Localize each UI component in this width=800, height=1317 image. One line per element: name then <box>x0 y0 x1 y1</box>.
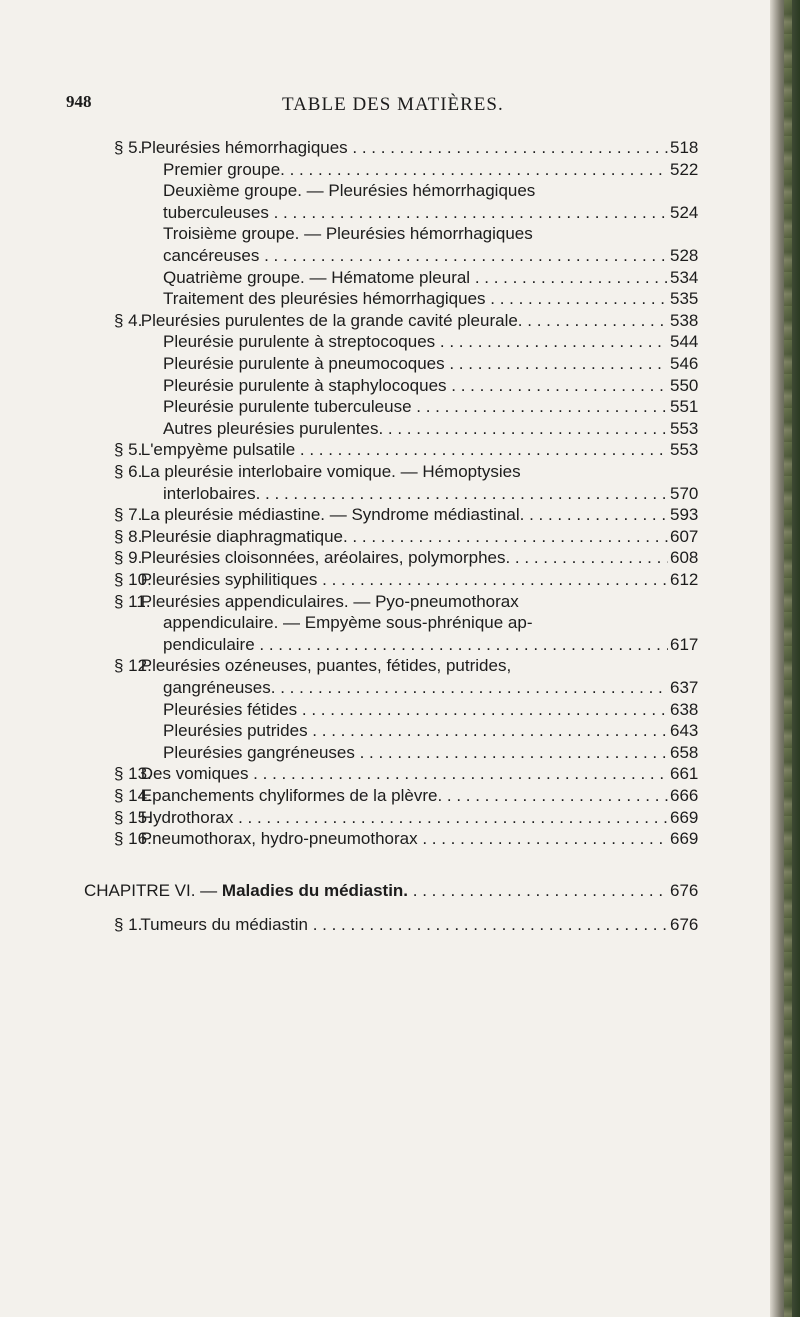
entry-page-number: 661 <box>668 764 714 784</box>
section-number: § 4. <box>114 310 143 330</box>
toc-sub-entry <box>163 397 668 417</box>
toc-sub-entry <box>163 224 668 244</box>
section-number: § 7. <box>114 505 143 525</box>
entry-page-number: 522 <box>668 160 714 180</box>
entry-text: pendiculaire <box>163 634 255 654</box>
chapter-label: CHAPITRE VI. — <box>84 880 218 900</box>
chapter-heading <box>84 881 668 901</box>
toc-sub-entry <box>163 160 668 180</box>
entry-text: Quatrième groupe. — Hématome pleural <box>163 267 471 287</box>
entry-page-number: 666 <box>668 786 714 806</box>
entry-text: Pleurésies ozéneuses, puantes, fétides, putrides, <box>140 656 512 676</box>
entry-text: gangréneuses. <box>163 678 276 697</box>
toc-section-entry <box>114 548 668 568</box>
entry-text: Traitement des pleurésies hémorrhagiques <box>163 289 486 309</box>
toc-sub-entry <box>163 332 668 352</box>
entry-page-number: 612 <box>668 570 714 590</box>
toc-entry-continuation <box>163 203 668 223</box>
toc-section-entry <box>114 656 668 676</box>
entry-text: Des vomiques <box>140 764 249 784</box>
toc-sub-entry <box>163 721 668 741</box>
toc-entry-continuation <box>163 678 668 698</box>
toc-section-entry <box>114 311 668 331</box>
entry-page-number: 669 <box>668 829 714 849</box>
toc-section-entry <box>114 786 668 806</box>
toc-section-entry <box>114 764 668 784</box>
toc-section-entry <box>114 808 668 828</box>
section-number: § 10. <box>114 570 152 589</box>
toc-entry-continuation <box>163 484 668 504</box>
toc-entry-continuation <box>163 613 668 633</box>
entry-page-number: 544 <box>668 332 714 352</box>
running-head: TABLE DES MATIÈRES. <box>282 94 504 115</box>
entry-text: Pleurésies gangréneuses <box>163 742 355 762</box>
section-number: § 13. <box>114 764 152 784</box>
section-number: § 5. <box>114 440 143 460</box>
entry-text: Pleurésies hémorrhagiques <box>140 138 348 157</box>
entry-page-number: 570 <box>668 484 714 504</box>
entry-page-number: 676 <box>668 881 714 901</box>
entry-text: Tumeurs du médiastin <box>140 914 308 934</box>
entry-text: cancéreuses <box>163 246 260 265</box>
page-edge-shadow <box>770 0 800 1317</box>
entry-page-number: 524 <box>668 203 714 223</box>
entry-page-number: 528 <box>668 246 714 266</box>
entry-page-number: 535 <box>668 289 714 309</box>
entry-text: Epanchements chyliformes de la plèvre. <box>140 786 443 805</box>
page-number: 948 <box>66 92 92 111</box>
entry-page-number: 546 <box>668 354 714 374</box>
entry-page-number: 553 <box>668 419 714 439</box>
toc-entry-continuation <box>163 635 668 655</box>
toc-sub-entry <box>163 376 668 396</box>
entry-page-number: 608 <box>668 548 714 568</box>
entry-text: Pleurésie diaphragmatique. <box>140 526 348 546</box>
entry-page-number: 637 <box>668 678 714 698</box>
entry-page-number: 676 <box>668 915 714 935</box>
entry-text: Pneumothorax, hydro-pneumothorax <box>140 829 418 849</box>
entry-text: Pleurésies putrides <box>163 721 308 741</box>
entry-text: Pleurésie purulente à pneumocoques <box>163 354 445 373</box>
entry-text: interlobaires. <box>163 483 261 503</box>
entry-text: Hydrothorax <box>140 807 234 827</box>
toc-sub-entry <box>163 289 668 309</box>
section-number: § 11. <box>114 591 151 611</box>
entry-page-number: 658 <box>668 743 714 763</box>
toc-section-entry <box>114 505 668 525</box>
chapter-title: Maladies du médiastin. <box>221 880 409 900</box>
entry-text: La pleurésie médiastine. — Syndrome médiastinal. <box>140 505 525 525</box>
entry-page-number: 593 <box>668 505 714 525</box>
entry-text: Autres pleurésies purulentes. <box>163 418 384 438</box>
entry-text: Pleurésies fétides <box>163 699 298 719</box>
entry-page-number: 550 <box>668 376 714 396</box>
entry-text: Troisième groupe. — Pleurésies hémorrhagiques <box>163 224 533 244</box>
entry-page-number: 538 <box>668 311 714 331</box>
toc-section-entry <box>114 138 668 158</box>
page-edge-binding <box>784 0 792 1317</box>
entry-text: Pleurésies cloisonnées, aréolaires, polymorphes. <box>140 548 511 568</box>
toc-sub-entry <box>163 700 668 720</box>
entry-text: Pleurésie purulente tuberculeuse <box>163 397 412 417</box>
toc-section-entry <box>114 527 668 547</box>
toc-sub-entry <box>163 743 668 763</box>
entry-page-number: 669 <box>668 808 714 828</box>
section-number: § 1. <box>114 914 143 934</box>
entry-text: appendiculaire. — Empyème sous-phrénique ap- <box>163 613 533 633</box>
entry-page-number: 534 <box>668 268 714 288</box>
entry-page-number: 553 <box>668 440 714 460</box>
section-number: § 5. <box>114 138 143 157</box>
section-number: § 8. <box>114 526 143 546</box>
toc-entry-continuation <box>163 246 668 266</box>
entry-page-number: 607 <box>668 527 714 547</box>
toc-sub-entry <box>163 354 668 374</box>
toc-section-entry <box>114 462 668 482</box>
entry-text: Pleurésies syphilitiques <box>140 570 318 589</box>
section-number: § 15. <box>114 807 152 827</box>
entry-text: Pleurésie purulente à staphylocoques <box>163 375 447 395</box>
toc-section-entry <box>114 829 668 849</box>
entry-text: L'empyème pulsatile <box>140 440 296 460</box>
section-number: § 14. <box>114 786 152 805</box>
entry-page-number: 643 <box>668 721 714 741</box>
toc-sub-entry <box>163 181 668 201</box>
entry-text: Deuxième groupe. — Pleurésies hémorrhagiques <box>163 181 536 201</box>
entry-page-number: 617 <box>668 635 714 655</box>
entry-text: Pleurésie purulente à streptocoques <box>163 332 436 352</box>
entry-page-number: 551 <box>668 397 714 417</box>
toc-section-entry <box>114 915 668 935</box>
section-number: § 9. <box>114 548 143 568</box>
section-number: § 6. <box>114 462 143 481</box>
entry-text: Pleurésies purulentes de la grande cavité pleurale. <box>140 310 523 330</box>
toc-section-entry <box>114 570 668 590</box>
entry-text: La pleurésie interlobaire vomique. — Hémoptysies <box>140 462 521 481</box>
entry-page-number: 638 <box>668 700 714 720</box>
entry-page-number: 518 <box>668 138 714 158</box>
toc-sub-entry <box>163 268 668 288</box>
toc-section-entry <box>114 592 668 612</box>
section-number: § 12. <box>114 656 152 676</box>
toc-section-entry <box>114 440 668 460</box>
section-number: § 16. <box>114 829 152 849</box>
toc-sub-entry <box>163 419 668 439</box>
entry-text: Pleurésies appendiculaires. — Pyo-pneumothorax <box>140 591 519 611</box>
entry-text: tuberculeuses <box>163 202 269 222</box>
entry-text: Premier groupe. <box>163 159 285 179</box>
